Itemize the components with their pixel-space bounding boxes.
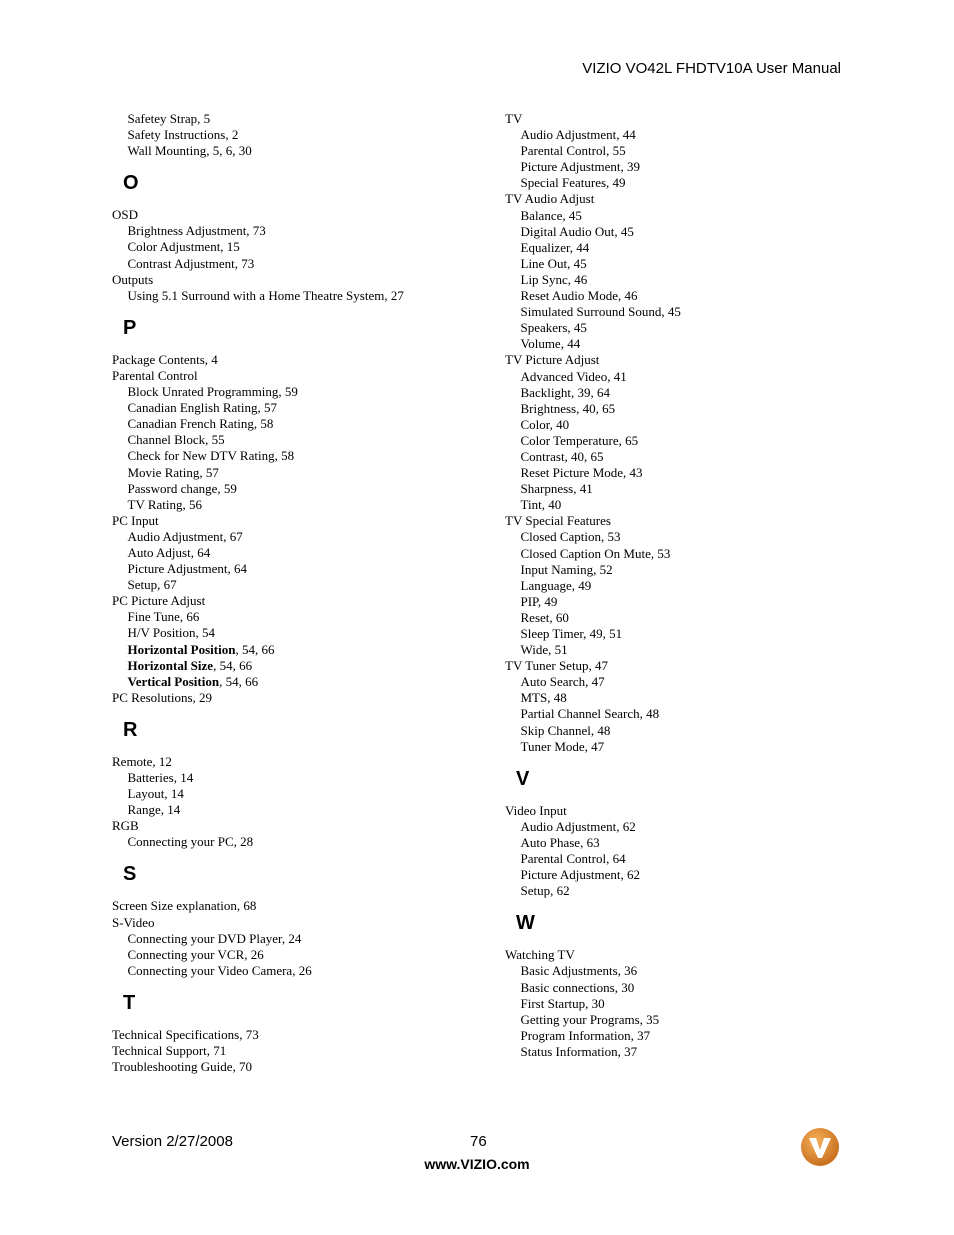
index-subentry: Contrast Adjustment, 73 <box>127 255 255 271</box>
index-subentry: Auto Phase, 63 <box>520 834 600 850</box>
page-header-title: VIZIO VO42L FHDTV10A User Manual <box>582 60 841 77</box>
index-subentry: Audio Adjustment, 44 <box>520 127 636 143</box>
index-subentry: Picture Adjustment, 64 <box>127 561 248 577</box>
index-subentry: Advanced Video, 41 <box>520 368 627 384</box>
index-subentry: Lip Sync, 46 <box>520 271 588 287</box>
index-subentry: Input Naming, 52 <box>520 561 613 577</box>
index-column-right <box>505 111 885 1060</box>
index-subentry: Special Features, 49 <box>520 175 626 191</box>
index-subentry: Reset Picture Mode, 43 <box>520 465 643 481</box>
index-subentry: Volume, 44 <box>520 336 581 352</box>
index-subentry: Safety Instructions, 2 <box>127 127 239 143</box>
index-entry-pages: , 54, 66 <box>213 657 253 673</box>
index-subentry <box>112 642 492 658</box>
footer-url: www.VIZIO.com <box>424 1156 530 1172</box>
index-subentry: MTS, 48 <box>520 690 567 706</box>
index-entry-bold-term: Horizontal Position <box>127 641 236 657</box>
index-subentry: Connecting your DVD Player, 24 <box>127 930 302 946</box>
index-subentry: PIP, 49 <box>520 593 558 609</box>
index-entry: Watching TV <box>505 947 575 963</box>
index-subentry: Color Temperature, 65 <box>520 432 639 448</box>
index-entry: Technical Support, 71 <box>112 1043 227 1059</box>
index-section-letter: V <box>516 767 530 790</box>
index-subentry: Range, 14 <box>127 802 181 818</box>
index-subentry: Reset, 60 <box>520 609 569 625</box>
footer-version: Version 2/27/2008 <box>112 1133 233 1150</box>
index-subentry: Parental Control, 55 <box>520 143 626 159</box>
index-subentry: Canadian English Rating, 57 <box>127 400 277 416</box>
index-subentry: Tuner Mode, 47 <box>520 738 605 754</box>
index-subentry: Block Unrated Programming, 59 <box>127 384 298 400</box>
index-subentry: Wall Mounting, 5, 6, 30 <box>127 143 252 159</box>
index-subentry: Password change, 59 <box>127 480 237 496</box>
index-entry: Technical Specifications, 73 <box>112 1026 259 1042</box>
index-subentry <box>112 674 492 690</box>
index-section-letter: P <box>123 316 137 339</box>
index-subentry: Batteries, 14 <box>127 770 194 785</box>
index-subentry: Setup, 67 <box>127 577 177 593</box>
index-subentry: Language, 49 <box>520 577 592 593</box>
index-entry: S-Video <box>112 914 155 930</box>
page-number: 76 <box>470 1133 487 1150</box>
index-subentry: Digital Audio Out, 45 <box>520 223 634 239</box>
index-entry: TV Special Features <box>505 513 611 529</box>
index-section-letter: S <box>123 863 137 886</box>
index-subentry: Closed Caption, 53 <box>520 529 621 545</box>
index-subentry: Backlight, 39, 64 <box>520 384 611 400</box>
index-subentry: Equalizer, 44 <box>520 239 590 255</box>
index-column-left <box>112 111 492 1075</box>
index-subentry: Program Information, 37 <box>520 1027 651 1043</box>
index-entry: Package Contents, 4 <box>112 351 218 367</box>
index-subentry: Layout, 14 <box>127 786 184 802</box>
index-subentry: Canadian French Rating, 58 <box>127 416 274 432</box>
index-subentry: Balance, 45 <box>520 207 582 223</box>
index-entry: OSD <box>112 207 139 223</box>
index-entry-pages: , 54, 66 <box>235 641 275 657</box>
index-subentry: Speakers, 45 <box>520 320 587 336</box>
index-entry: PC Input <box>112 512 159 528</box>
index-subentry: Safetey Strap, 5 <box>127 111 211 126</box>
index-subentry: Movie Rating, 57 <box>127 464 219 480</box>
index-entry: TV Picture Adjust <box>505 352 600 368</box>
index-entry: Parental Control <box>112 367 198 383</box>
index-subentry: First Startup, 30 <box>520 995 605 1011</box>
index-entry: TV Tuner Setup, 47 <box>505 658 609 674</box>
index-subentry: Picture Adjustment, 39 <box>520 159 641 175</box>
index-subentry: Wide, 51 <box>520 642 568 658</box>
index-subentry: Line Out, 45 <box>520 255 587 271</box>
index-subentry: Audio Adjustment, 62 <box>520 818 636 834</box>
index-subentry: Sharpness, 41 <box>520 481 593 497</box>
index-section-letter: O <box>123 172 139 195</box>
index-section-letter: R <box>123 718 138 741</box>
index-subentry <box>112 658 492 674</box>
index-subentry: Status Information, 37 <box>520 1043 638 1059</box>
index-entry: TV <box>505 111 523 126</box>
index-subentry: Getting your Programs, 35 <box>520 1011 660 1027</box>
index-entry: RGB <box>112 818 139 834</box>
index-subentry: Skip Channel, 48 <box>520 722 611 738</box>
index-entry: PC Resolutions, 29 <box>112 689 213 705</box>
index-subentry: Brightness Adjustment, 73 <box>127 223 266 239</box>
index-section-letter: T <box>123 991 136 1014</box>
index-entry: TV Audio Adjust <box>505 191 595 207</box>
index-subentry: Setup, 62 <box>520 883 570 899</box>
index-entry-pages: , 54, 66 <box>219 673 259 689</box>
index-entry: Troubleshooting Guide, 70 <box>112 1059 252 1075</box>
index-subentry: Brightness, 40, 65 <box>520 400 616 416</box>
index-entry: PC Picture Adjust <box>112 593 206 609</box>
index-subentry: Connecting your PC, 28 <box>127 834 254 850</box>
index-subentry: Color, 40 <box>520 416 570 432</box>
index-subentry: Fine Tune, 66 <box>127 609 200 625</box>
index-subentry: Basic Adjustments, 36 <box>520 963 638 979</box>
index-subentry: Reset Audio Mode, 46 <box>520 288 638 304</box>
index-entry: Remote, 12 <box>112 753 172 769</box>
index-subentry: Audio Adjustment, 67 <box>127 528 243 544</box>
index-entry-bold-term: Horizontal Size <box>127 657 214 673</box>
index-subentry: Auto Search, 47 <box>520 674 605 690</box>
index-entry: Video Input <box>505 802 567 818</box>
index-subentry: TV Rating, 56 <box>127 496 203 512</box>
index-entry: Screen Size explanation, 68 <box>112 898 257 914</box>
index-subentry: Closed Caption On Mute, 53 <box>520 545 671 561</box>
index-section-letter: W <box>516 912 535 935</box>
index-subentry: Color Adjustment, 15 <box>127 239 240 255</box>
index-subentry: Tint, 40 <box>520 497 562 513</box>
index-subentry: Channel Block, 55 <box>127 432 225 448</box>
index-subentry: Picture Adjustment, 62 <box>520 867 641 883</box>
index-subentry: Check for New DTV Rating, 58 <box>127 448 295 464</box>
index-subentry: Sleep Timer, 49, 51 <box>520 626 623 641</box>
index-subentry: Simulated Surround Sound, 45 <box>520 304 681 320</box>
index-subentry: Auto Adjust, 64 <box>127 544 211 560</box>
index-entry-bold-term: Vertical Position <box>127 673 220 689</box>
index-subentry: Contrast, 40, 65 <box>520 448 604 464</box>
index-subentry: Using 5.1 Surround with a Home Theatre System, 27 <box>127 287 404 303</box>
index-subentry: Parental Control, 64 <box>520 851 626 867</box>
index-entry: Outputs <box>112 271 154 287</box>
index-subentry: H/V Position, 54 <box>127 625 216 641</box>
vizio-v-logo-icon <box>800 1127 840 1167</box>
index-subentry: Partial Channel Search, 48 <box>520 706 660 722</box>
index-subentry: Connecting your Video Camera, 26 <box>127 962 312 978</box>
index-subentry: Connecting your VCR, 26 <box>127 946 264 962</box>
index-subentry: Basic connections, 30 <box>520 979 635 995</box>
